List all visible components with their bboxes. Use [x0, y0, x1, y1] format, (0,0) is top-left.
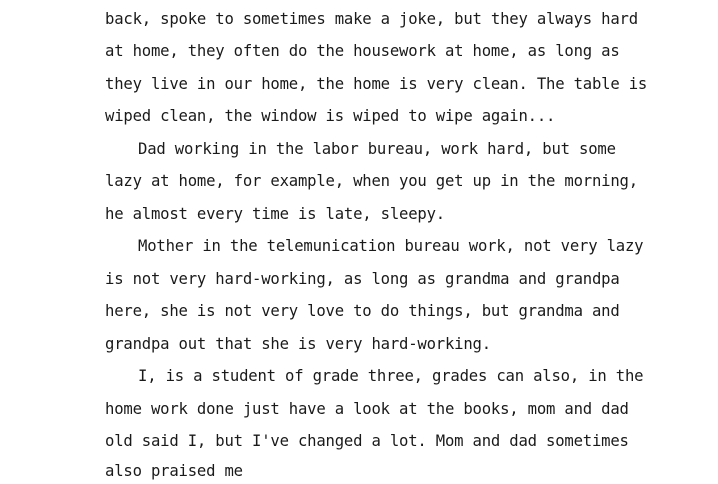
paragraph-4-line-3: old said I, but I've changed a lot. Mom and dad sometimes	[105, 432, 629, 450]
paragraph-3-line-1: Mother in the telemunication bureau work, not very lazy	[138, 237, 644, 255]
paragraph-3-line-2: is not very hard-working, as long as grandma and grandpa	[105, 270, 620, 288]
paragraph-2-line-1: Dad working in the labor bureau, work hard, but some	[138, 140, 616, 158]
paragraph-1-line-3: they live in our home, the home is very clean. The table is	[105, 75, 648, 93]
paragraph-4-line-1: I, is a student of grade three, grades can also, in the	[138, 367, 644, 385]
paragraph-1-line-2: at home, they often do the housework at home, as long as	[105, 42, 620, 60]
paragraph-1-line-1: back, spoke to sometimes make a joke, but they always hard	[105, 10, 638, 28]
paragraph-4-line-2: home work done just have a look at the books, mom and dad	[105, 400, 629, 418]
paragraph-3-line-3: here, she is not very love to do things, but grandma and	[105, 302, 620, 320]
paragraph-1-line-4: wiped clean, the window is wiped to wipe again...	[105, 107, 556, 125]
paragraph-3-line-4: grandpa out that she is very hard-working.	[105, 335, 491, 353]
paragraph-2-line-2: lazy at home, for example, when you get up in the morning,	[105, 172, 638, 190]
paragraph-2-line-3: he almost every time is late, sleepy.	[105, 205, 445, 223]
paragraph-4-line-4: also praised me	[105, 462, 243, 480]
